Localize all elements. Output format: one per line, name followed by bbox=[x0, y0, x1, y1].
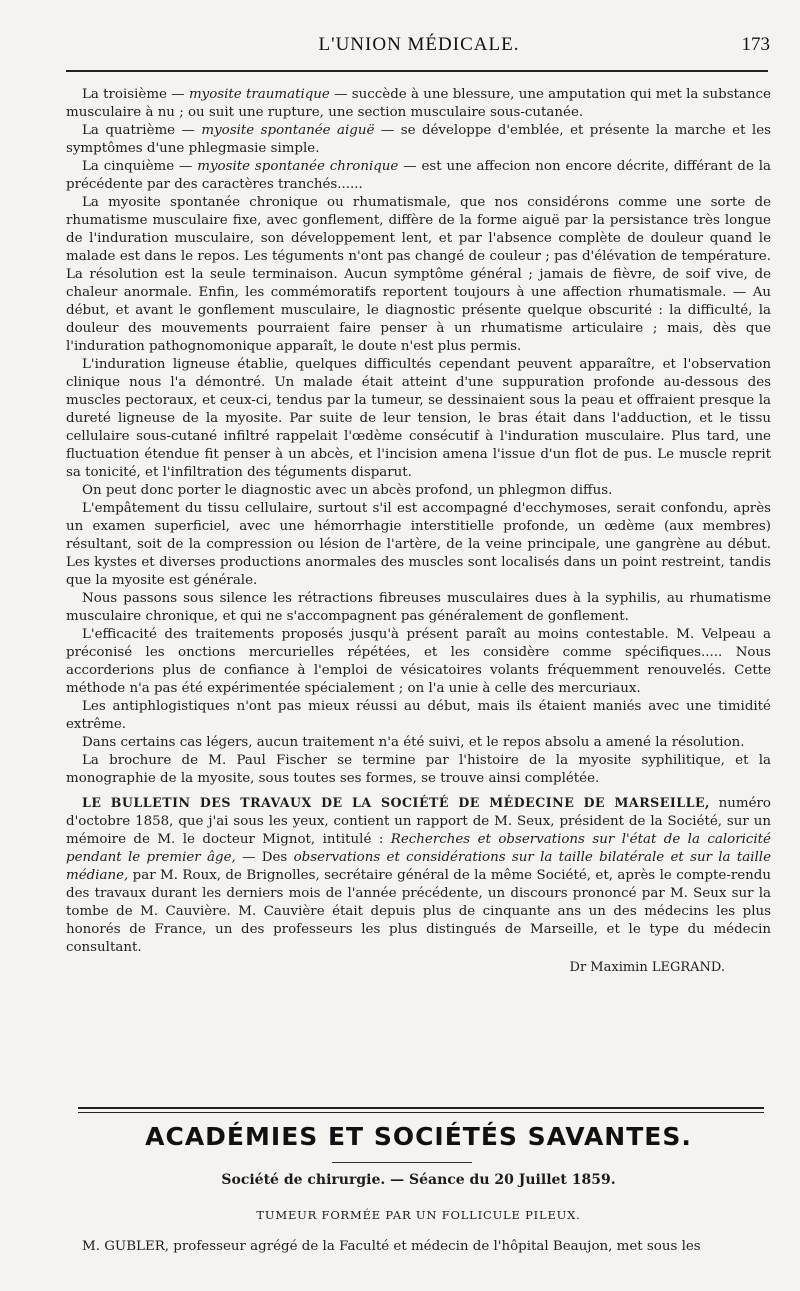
article-body bbox=[66, 86, 771, 977]
case-title: TUMEUR FORMÉE PAR UN FOLLICULE PILEUX. bbox=[256, 1208, 581, 1222]
paragraph: L'efficacité des traitements proposés jusqu'à présent paraît au moins contestable. M. Velpeau a préconisé les onctions mercurielles répétées, et les considère comme spécifiques..... Nous accorderions plus de confiance à l'emploi de vésicatoires volants fréquemment renouvelés. Cette méthode n'a pas été expérimentée spécialement ; on l'a unie à celle des mercuriaux. bbox=[66, 627, 771, 696]
signature: Dr Maximin LEGRAND. bbox=[569, 960, 725, 975]
section-divider bbox=[78, 1107, 764, 1113]
paragraph: La troisième — myosite traumatique — succède à une blessure, une amputation qui met la substance musculaire à nu ; ou suit une rupture, une section musculaire sous-cutanée. bbox=[66, 87, 771, 120]
paragraph: Nous passons sous silence les rétractions fibreuses musculaires dues à la syphilis, au rhumatisme musculaire chronique, et qui ne s'accompagnent pas généralement de gonflement. bbox=[66, 591, 771, 624]
paragraph: Les antiphlogistiques n'ont pas mieux réussi au début, mais ils étaient maniés avec une timidité extrême. bbox=[66, 699, 771, 732]
paragraph: M. GUBLER, professeur agrégé de la Faculté et médecin de l'hôpital Beaujon, met sous les bbox=[82, 1239, 701, 1254]
running-head bbox=[68, 34, 770, 62]
section-title: ACADÉMIES ET SOCIÉTÉS SAVANTES. bbox=[145, 1122, 692, 1151]
bulletin-name: LE BULLETIN DES TRAVAUX DE LA SOCIÉTÉ DE MÉDECINE DE MARSEILLE, bbox=[82, 795, 710, 810]
page-number: 173 bbox=[741, 34, 770, 55]
paragraph: La brochure de M. Paul Fischer se termine par l'histoire de la myosite syphilitique, et la monographie de la myosite, sous toutes ses formes, se trouve ainsi complétée. bbox=[66, 753, 771, 786]
paragraph: Dans certains cas légers, aucun traitement n'a été suivi, et le repos absolu a amené la résolution. bbox=[82, 735, 745, 750]
paragraph: L'empâtement du tissu cellulaire, surtout s'il est accompagné d'ecchymoses, serait confondu, après un examen superficiel, avec une hémorrhagie interstitielle profonde, un œdème (aux membres) résultant, soit de la compression ou lésion de l'artère, de la veine principale, une gangrène au début. Les kystes et diverses productions anormales des muscles sont localisés dans un point restreint, tandis que la myosite est générale. bbox=[66, 501, 771, 588]
bulletin-paragraph: LE BULLETIN DES TRAVAUX DE LA SOCIÉTÉ DE MÉDECINE DE MARSEILLE, numéro d'octobre 1858, que j'ai sous les yeux, contient un rapport de M. Seux, président de la Société, sur un mémoire de M. le docteur Mignot, intitulé : Recherches et observations sur l'état de la caloricité pendant le premier âge, — Des observations et considérations sur la taille bilatérale et sur la taille médiane, par M. Roux, de Brignolles, secrétaire général de la même Société, et, après le compte-rendu des travaux durant les derniers mois de l'année précédente, un discours prononcé par M. Seux sur la tombe de M. Cauvière. M. Cauvière était depuis plus de cinquante ans un des médecins les plus honorés de France, un des professeurs les plus distingués de Marseille, et le type du médecin consultant. bbox=[66, 795, 771, 955]
paragraph: La cinquième — myosite spontanée chronique — est une affecion non encore décrite, différant de la précédente par des caractères tranchés...... bbox=[66, 159, 772, 192]
paragraph: La myosite spontanée chronique ou rhumatismale, que nos considérons comme une sorte de rhumatisme musculaire fixe, avec gonflement, diffère de la forme aiguë par la persistance très longue de l'induration musculaire, son développement lent, et par l'absence complète de douleur quand le malade est dans le repos. Les téguments n'ont pas changé de couleur ; pas d'élévation de température. La résolution est la seule terminaison. Aucun symptôme général ; jamais de fièvre, de soif vive, de chaleur anormale. Enfin, les commémoratifs reportent toujours à une affection rhumatismale. — Au début, et avant le gonflement musculaire, le diagnostic présente quelque obscurité : la difficulté, la douleur des mouvements pourraient faire penser à un rhumatisme articulaire ; mais, dès que l'induration pathognomonique apparaît, le doute n'est plus permis. bbox=[66, 195, 771, 354]
seance-heading: Société de chirurgie. — Séance du 20 Juillet 1859. bbox=[221, 1172, 616, 1188]
title-underline bbox=[332, 1162, 472, 1163]
journal-title: L'UNION MÉDICALE. bbox=[318, 34, 520, 55]
header-rule bbox=[66, 70, 768, 72]
paragraph: L'induration ligneuse établie, quelques difficultés cependant peuvent apparaître, et l'observation clinique nous l'a démontré. Un malade était atteint d'une suppuration profonde au-dessous des muscles pectoraux, et ceux-ci, tendus par la tumeur, se dessinaient sous la peau et offraient presque la dureté ligneuse de la myosite. Par suite de leur tension, le bras était dans l'adduction, et le tissu cellulaire sous-cutané infiltré rappelait l'œdème consécutif à l'induration musculaire. Plus tard, une fluctuation étendue fit penser à un abcès, et l'incision amena l'issue d'un flot de pus. Le muscle reprit sa tonicité, et l'infiltration des téguments disparut. bbox=[66, 357, 771, 480]
paragraph: On peut donc porter le diagnostic avec un abcès profond, un phlegmon diffus. bbox=[82, 483, 613, 498]
paragraph: La quatrième — myosite spontanée aiguë — se développe d'emblée, et présente la marche et les symptômes d'une phlegmasie simple. bbox=[66, 123, 771, 156]
